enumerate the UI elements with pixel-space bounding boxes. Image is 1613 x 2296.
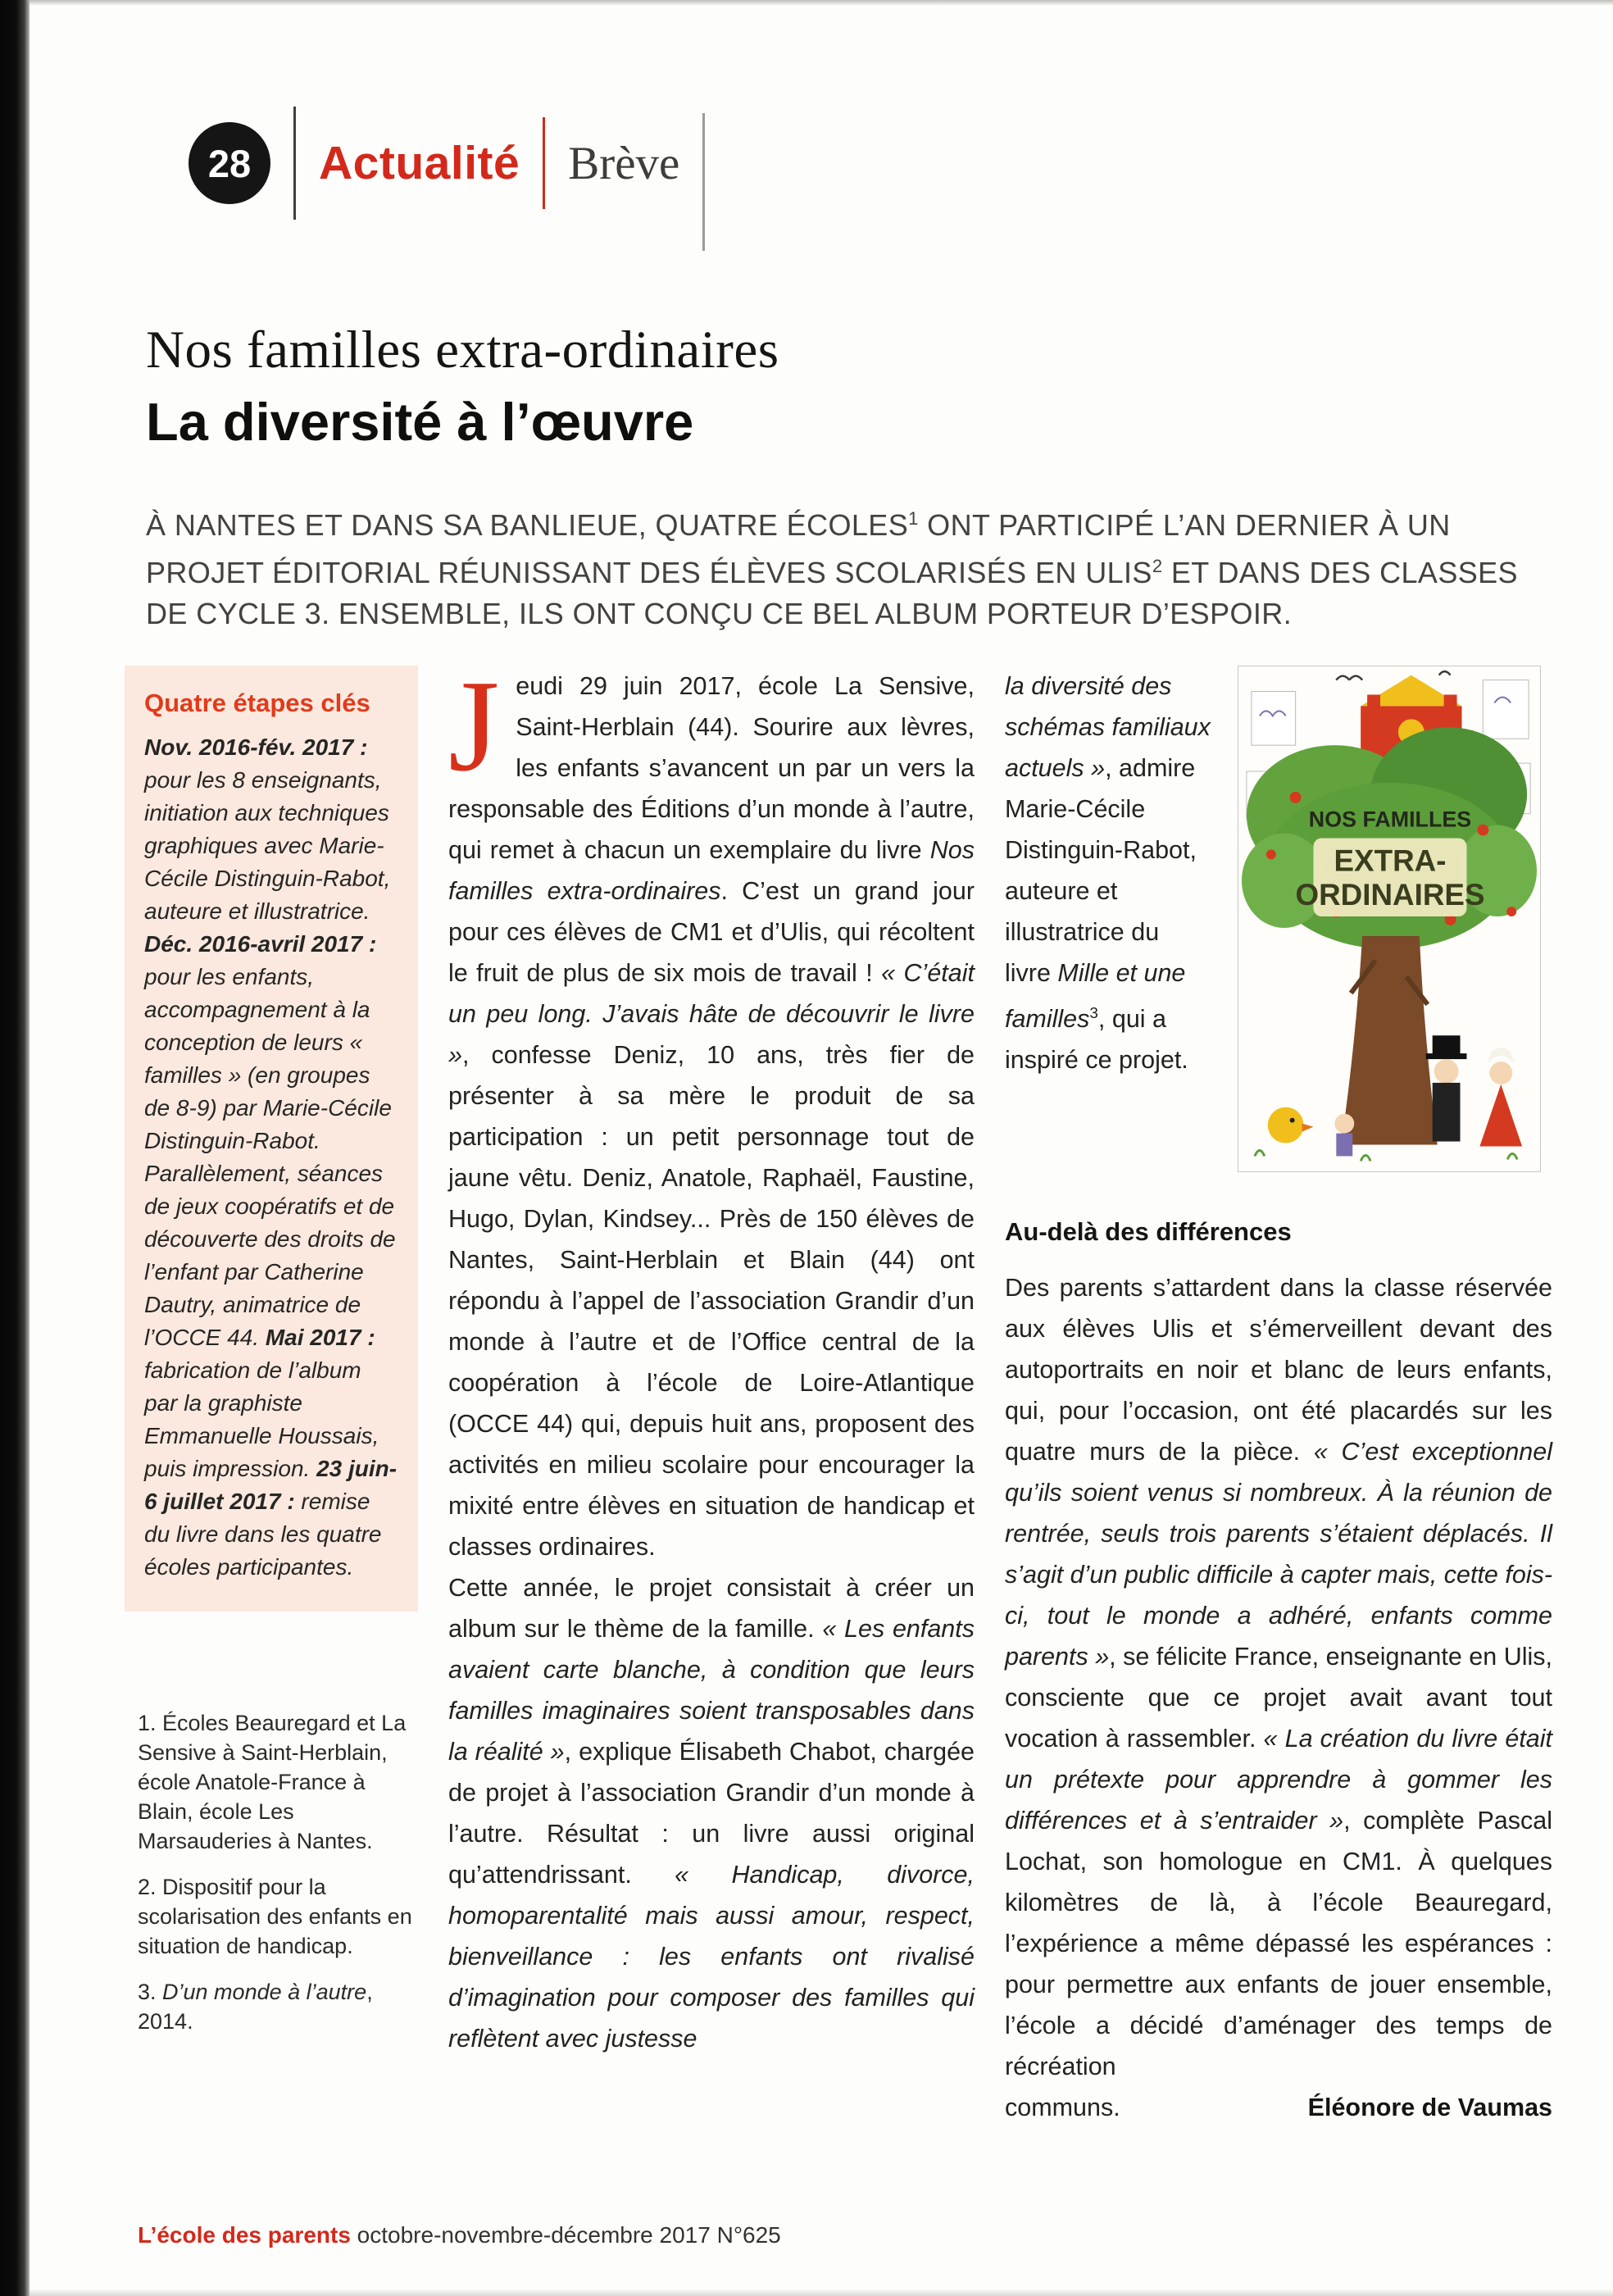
scan-bottom-edge — [0, 2289, 1613, 2296]
step-text: pour les 8 enseignants, initiation aux techniques graphiques avec Marie-Cécile Distinguin-Rabot, auteure et illustratrice. — [144, 767, 391, 924]
separator-line-red — [543, 117, 545, 209]
text-segment: 3. — [138, 1980, 163, 2004]
footnote-2: 2. Dispositif pour la scolarisation des enfants en situation de handicap. — [138, 1875, 412, 1958]
cover-title-line3: ORDINAIRES — [1295, 878, 1485, 912]
sidebar-text — [144, 731, 398, 1584]
text-segment: , admire Marie-Cécile Distinguin-Rabot, auteure et illustratrice du livre — [1005, 754, 1197, 987]
quote-segment: « C’était un peu long. J’avais hâte de découvrir le livre » — [448, 959, 975, 1069]
text-segment: Cette année, le projet consistait à créer un album sur le thème de la famille. — [448, 1574, 975, 1643]
footnote-ref-2: 2 — [1152, 556, 1163, 576]
footnote-3 — [138, 1977, 418, 2036]
continuation-and-cover — [1005, 666, 1552, 1172]
book-cover-illustration — [1238, 666, 1540, 1171]
text-segment: , confesse Deniz, 10 ans, très fier de présenter à sa mère le produit de sa participation : un petit personnage tout de jaune vêtu. Deniz, Anatole, Raphaël, Faustine, Hugo, Dylan, Kindsey... Près de 150 élèves de Nantes, Saint-Herblain et Blain (44) ont répondu à l’appel de l’association Grandir d’un monde à l’autre et de l’Office central de la coopération à l’école de Loire-Atlantique (OCCE 44) qui, depuis huit ans, proposent des activités en milieu scolaire pour encourager la mixité entre élèves en situation de handicap et classes ordinaires. — [448, 1041, 975, 1561]
article-paragraph-1 — [448, 652, 975, 1567]
text-segment: , 2014. — [138, 1980, 373, 2034]
article-title: La diversité à l’œuvre — [146, 392, 694, 452]
left-column — [125, 666, 418, 2128]
step-date: 23 juin-6 juillet 2017 : — [144, 1456, 398, 1514]
dropcap-letter: J — [448, 652, 500, 798]
magazine-name: L’école des parents — [138, 2222, 351, 2248]
text-segment: , explique Élisabeth Chabot, chargée de projet à l’association Grandir d’un monde à l’autre. Résultat : un livre aussi original qu’attendrissant. — [448, 1738, 975, 1889]
page-number: 28 — [207, 141, 252, 185]
scan-top-edge — [0, 0, 1613, 6]
text-segment: , complète Pascal Lochat, son homologue en CM1. À quelques kilomètres de là, à l’école Beauregard, l’expérience a même dépassé les espérances : pour permettre aux enfants de jouer ensemble, l’école a décidé d’aménager des temps de récréation — [1005, 1807, 1552, 2080]
section-heading: Au-delà des différences — [1005, 1217, 1292, 1246]
article-kicker: Nos familles extra-ordinaires — [146, 321, 779, 380]
quote-segment: « C’est exceptionnel qu’ils soient venus si nombreux. À la réunion de rentrée, seuls trois parents s’étaient déplacés. Il s’agit d’un public difficile à capter mais, cette fois-ci, tout le monde a adhéré, enfants comme parents » — [1005, 1438, 1552, 1671]
footnote-ref-3: 3 — [1089, 1005, 1098, 1022]
text-segment: , qui a inspiré ce projet. — [1005, 1005, 1188, 1075]
cover-title-line2: EXTRA- — [1334, 843, 1447, 878]
text-segment: . C’est un grand jour pour ces élèves de CM1 et d’Ulis, qui récoltent le fruit de plus de six mois de travail ! — [448, 877, 975, 987]
main-article-column — [448, 652, 975, 2128]
right-column — [1005, 666, 1552, 2128]
section-label: Actualité — [319, 137, 520, 189]
article-header — [146, 320, 1544, 634]
byline-row — [1005, 2087, 1552, 2128]
step-date: Nov. 2016-fév. 2017 : — [144, 734, 368, 760]
footnote-ref-1: 1 — [908, 508, 919, 529]
text-segment: ONT PARTICIPÉ L’AN DERNIER À UN PROJET ÉDITORIAL RÉUNISSANT DES ÉLÈVES SCOLARISÉS EN ULIS — [146, 508, 1451, 589]
cover-title-line1: NOS FAMILLES — [1308, 807, 1472, 832]
text-segment: ET DANS DES CLASSES DE CYCLE 3. ENSEMBLE, ILS ONT CONÇU CE BEL ALBUM PORTEUR D’ESPOIR. — [146, 556, 1518, 630]
sidebar-title: Quatre étapes clés — [144, 689, 370, 717]
quote-segment: « Les enfants avaient carte blanche, à condition que leurs familles imaginaires soient transposables dans la réalité » — [448, 1615, 975, 1766]
rubric-label: Brève — [568, 137, 680, 189]
separator-line — [702, 113, 705, 251]
text-segment: eudi 29 juin 2017, école La Sensive, Saint-Herblain (44). Sourire aux lèvres, les enfants s’avancent un par un vers la responsable des Éditions d’un monde à l’autre, qui remet à chacun un exemplaire du livre — [448, 672, 975, 864]
book-cover — [1238, 666, 1541, 1172]
book-title-reference: D’un monde à l’autre — [162, 1980, 367, 2004]
step-text: pour les enfants, accompagnement à la conception de leurs « familles » (en groupes de 8-9) par Marie-Cécile Distinguin-Rabot. Parallèlement, séances de jeux coopératifs et de découverte des droits de l’enfant par Catherine Dautry, animatrice de l’OCCE 44. — [144, 964, 396, 1350]
text-segment: Des parents s’attardent dans la classe réservée aux élèves Ulis et s’émerveillent devant des autoportraits en noir et blanc de leurs enfants, qui, pour l’occasion, ont été placardés sur les quatre murs de la pièce. — [1005, 1274, 1552, 1466]
paragraph-end: communs. — [1005, 2094, 1120, 2121]
book-title-reference: Nos familles extra-ordinaires — [448, 836, 975, 905]
text-segment: , se félicite France, enseignante en Ulis, consciente que ce projet avait avant tout vocation à rassembler. — [1005, 1643, 1552, 1753]
footnote-1: 1. Écoles Beauregard et La Sensive à Saint-Herblain, école Anatole-France à Blain, école Les Marsauderies à Nantes. — [138, 1711, 407, 1853]
quote-segment: « Handicap, divorce, homoparentalité mais aussi amour, respect, bienveillance : les enfants ont rivalisé d’imagination pour composer des familles qui reflètent avec justesse — [448, 1861, 975, 2053]
step-date: Déc. 2016-avril 2017 : — [144, 931, 377, 957]
page-number-badge — [189, 122, 270, 204]
section-paragraph — [1005, 1267, 1552, 2087]
text-segment: À NANTES ET DANS SA BANLIEUE, QUATRE ÉCOLES — [146, 508, 909, 542]
footnotes — [125, 1708, 418, 2036]
article-paragraph-2 — [448, 1567, 975, 2059]
separator-line — [293, 107, 296, 220]
page-header — [189, 75, 728, 251]
quote-segment: « La création du livre était un prétexte pour apprendre à gommer les différences et à s’entraider » — [1005, 1725, 1553, 1835]
step-text: remise du livre dans les quatre écoles participantes. — [144, 1489, 382, 1580]
step-text: fabrication de l’album par la graphiste Emmanuelle Houssais, puis impression. — [144, 1357, 379, 1481]
continuation-text — [1005, 666, 1211, 1172]
article-columns — [125, 652, 1553, 2128]
book-title-reference: Mille et une familles — [1005, 959, 1186, 1034]
quote-segment: la diversité des schémas familiaux actuels » — [1005, 672, 1211, 782]
footer-issue-number: N°625 — [710, 2222, 781, 2248]
scan-binding-edge — [0, 0, 30, 2296]
standfirst — [146, 498, 1544, 634]
step-date: Mai 2017 : — [265, 1325, 375, 1350]
footer-date: octobre-novembre-décembre 2017 — [350, 2222, 711, 2248]
author-name: Éléonore de Vaumas — [1307, 2094, 1552, 2121]
key-steps-box — [125, 666, 418, 1612]
page-footer — [138, 2222, 781, 2248]
